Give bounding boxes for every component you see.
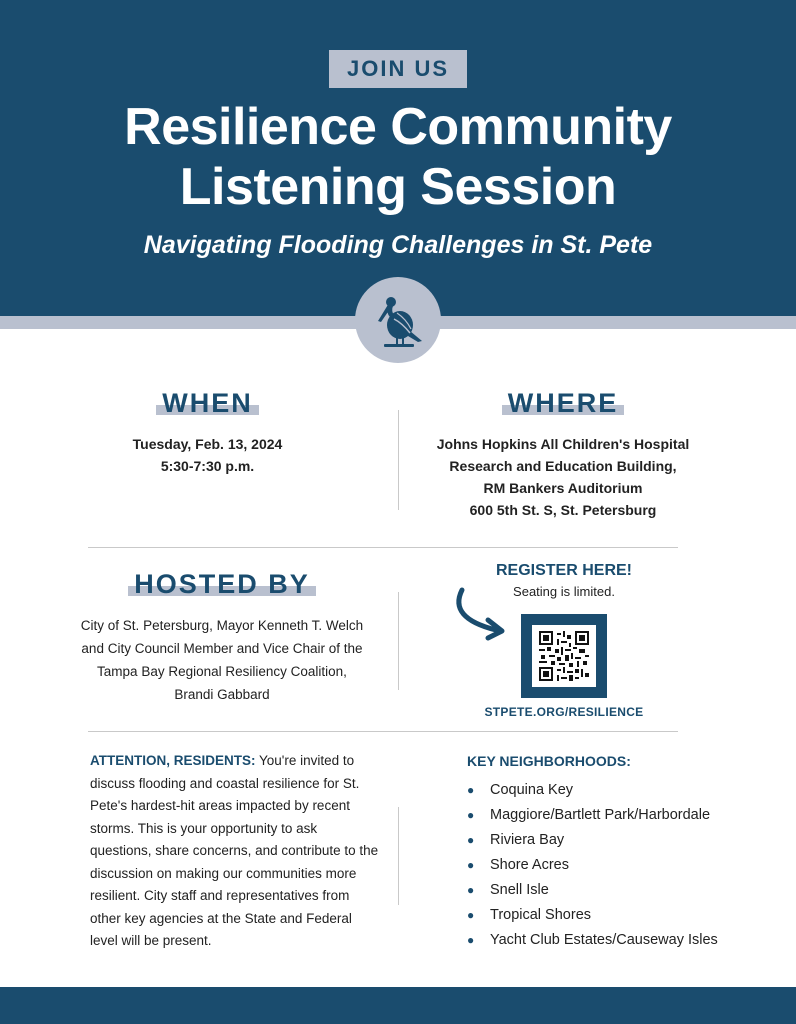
- seating-note: Seating is limited.: [513, 584, 615, 599]
- qr-code-icon[interactable]: [521, 614, 607, 698]
- bullet-icon: ●: [467, 833, 475, 847]
- list-item: ● Maggiore/Bartlett Park/Harbordale: [467, 803, 718, 828]
- divider-horizontal: [88, 547, 678, 548]
- curved-arrow-icon: [448, 584, 512, 642]
- divider-vertical: [398, 592, 399, 690]
- host-line: Brandi Gabbard: [174, 687, 270, 702]
- divider-vertical: [398, 807, 399, 905]
- list-item: ● Shore Acres: [467, 853, 718, 878]
- attention-lead: ATTENTION, RESIDENTS:: [90, 753, 256, 768]
- bullet-icon: ●: [467, 908, 475, 922]
- when-details: [90, 433, 325, 477]
- neighborhoods-title: KEY NEIGHBORHOODS:: [467, 753, 631, 769]
- bullet-icon: ●: [467, 933, 475, 947]
- pelican-icon: [355, 277, 441, 363]
- event-subtitle: Navigating Flooding Challenges in St. Pete: [143, 231, 653, 259]
- registration-link[interactable]: STPETE.ORG/RESILIENCE: [484, 705, 644, 719]
- footer-bar: [0, 987, 796, 1024]
- list-item: ● Coquina Key: [467, 778, 718, 803]
- venue-line: RM Bankers Auditorium: [483, 480, 643, 496]
- list-item: ● Yacht Club Estates/Causeway Isles: [467, 928, 718, 953]
- bullet-icon: ●: [467, 883, 475, 897]
- where-heading: WHERE: [448, 388, 678, 419]
- event-time: 5:30-7:30 p.m.: [160, 458, 255, 474]
- join-us-badge: JOIN US: [329, 50, 467, 88]
- venue-line: Research and Education Building,: [449, 458, 677, 474]
- event-date: Tuesday, Feb. 13, 2024: [132, 436, 283, 452]
- list-item: ● Riviera Bay: [467, 828, 718, 853]
- neighborhoods-list: [467, 778, 718, 953]
- host-line: City of St. Petersburg, Mayor Kenneth T. Welch: [80, 618, 364, 633]
- divider-horizontal: [88, 731, 678, 732]
- list-item: ● Tropical Shores: [467, 903, 718, 928]
- host-line: Tampa Bay Regional Resiliency Coalition,: [97, 664, 347, 679]
- attention-paragraph: [90, 750, 382, 953]
- event-title-line1: Resilience Community: [124, 98, 672, 156]
- host-line: and City Council Member and Vice Chair of the: [81, 641, 363, 656]
- list-item: ● Snell Isle: [467, 878, 718, 903]
- when-heading: WHEN: [90, 388, 325, 419]
- divider-vertical: [398, 410, 399, 510]
- where-details: [418, 433, 708, 521]
- hosted-by-heading: HOSTED BY: [62, 569, 382, 600]
- event-title-line2: Listening Session: [179, 158, 617, 216]
- bullet-icon: ●: [467, 783, 475, 797]
- venue-address: 600 5th St. S, St. Petersburg: [469, 502, 657, 518]
- bullet-icon: ●: [467, 858, 475, 872]
- register-title: REGISTER HERE!: [495, 562, 632, 579]
- venue-line: Johns Hopkins All Children's Hospital: [436, 436, 690, 452]
- hosted-by-text: [62, 614, 382, 706]
- attention-body: You're invited to discuss flooding and coastal resilience for St. Pete's hardest-hit areas impacted by recent storms. This is your opportunity to ask questions, share concerns, and contribute to the discussion on making our communities more resilient. City staff and representatives from other key agencies at the State and Federal level will be present.: [90, 753, 379, 948]
- bullet-icon: ●: [467, 808, 475, 822]
